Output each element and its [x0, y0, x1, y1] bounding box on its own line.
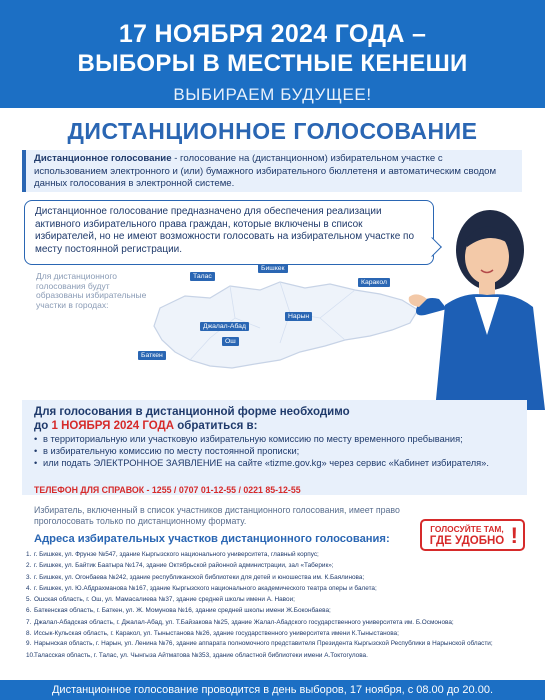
address-item — [26, 594, 531, 605]
city-label-karakol: Каракол — [358, 278, 390, 287]
header-banner — [0, 0, 545, 108]
address-number: 8. — [26, 630, 32, 638]
header-election-title: ВЫБОРЫ В МЕСТНЫЕ КЕНЕШИ — [77, 50, 468, 77]
woman-illustration-icon — [405, 195, 545, 410]
address-number: 10. — [26, 651, 35, 659]
address-number: 5. — [26, 596, 32, 604]
exclamation-icon: ! — [510, 523, 518, 548]
hotline-phone: ТЕЛЕФОН ДЛЯ СПРАВОК - 1255 / 0707 01-12-55 / 0221 85-12-55 — [34, 485, 301, 495]
address-number: 9. — [26, 640, 32, 648]
address-number: 4. — [26, 584, 32, 592]
address-text: Нарынская область, г. Нарын, ул. Ленина №76, здание аппарата полномочного представителя Президента Кыргызской Республики в Нарынской области; — [34, 640, 493, 648]
address-number: 6. — [26, 607, 32, 615]
info-title-part1: Для голосования в дистанционной форме необходимо — [34, 406, 350, 418]
definition-text: - голосование на (дистанционном) избирательном участке с использованием электронного и (или) бумажного избирательного бюллетеня и автоматическим сводом данных голосования в электронной системе. — [34, 153, 497, 189]
vote-stamp — [420, 519, 525, 551]
info-list-item: • в избирательную комиссию по месту постоянной прописки; — [34, 445, 524, 457]
speech-bubble-text: Дистанционное голосование предназначено для обеспечения реализации активного избирательного права граждан, которые включены в список избирателей, но не имеют возможности голосовать на избирательном участке по месту постоянной регистрации. — [35, 206, 415, 255]
footer-text: Дистанционное голосование проводится в день выборов, 17 ноября, с 08.00 до 20.00. — [51, 684, 494, 696]
city-label-talas: Талас — [190, 272, 215, 281]
address-text: г. Бишкек, ул. Фрунзе №547, здание Кыргызского национального университета, главный корпус; — [34, 551, 319, 558]
page-title: ДИСТАНЦИОННОЕ ГОЛОСОВАНИЕ — [67, 118, 478, 144]
addresses-list — [26, 549, 531, 661]
city-label-naryn: Нарын — [285, 312, 312, 321]
address-item — [26, 639, 531, 650]
info-list — [34, 433, 524, 469]
info-list-item: • или подать ЭЛЕКТРОННОЕ ЗАЯВЛЕНИЕ на сайте «tizme.gov.kg» через сервис «Кабинет избирателя». — [34, 457, 524, 469]
info-title-part2: до — [34, 420, 52, 432]
address-item — [26, 650, 531, 661]
address-number: 3. — [26, 573, 32, 581]
address-text: Ошская область, г. Ош, ул. Мамасалиева №37, здание средней школы имени А. Навои; — [34, 596, 295, 604]
definition-box — [22, 150, 522, 192]
address-number: 1. — [26, 551, 32, 558]
info-title-part3: обратиться в: — [174, 420, 258, 432]
address-text: Иссык-Кульская область, г. Каракол, ул. Тыныстанова №26, здание государственного университета имени К.Тыныстанова; — [34, 630, 399, 638]
address-number: 7. — [26, 618, 32, 626]
address-item — [26, 583, 531, 594]
address-text: г. Бишкек, ул. Ю.Абдрахманова №167, здание Кыргызского национального академического театра оперы и балета; — [34, 584, 377, 592]
kyrgyzstan-map — [140, 265, 430, 378]
address-text: Баткенская область, г. Баткен, ул. Ж. Момунова №16, здание средней школы имени Ж.Боконбаева; — [34, 607, 331, 615]
address-item — [26, 572, 531, 583]
address-item — [26, 560, 531, 571]
header-date-title: 17 НОЯБРЯ 2024 ГОДА – — [118, 20, 427, 48]
speech-bubble — [24, 200, 434, 265]
city-label-jalalabad: Джалал-Абад — [200, 322, 249, 331]
addresses-title: Адреса избирательных участков дистанционного голосования: — [34, 533, 390, 545]
info-title — [34, 405, 504, 433]
voter-note: Избиратель, включенный в список участников дистанционного голосования, имеет право проголосовать только по дистанционному формату. — [34, 505, 400, 526]
address-item — [26, 628, 531, 639]
city-label-batken: Баткен — [138, 351, 166, 360]
address-text: Таласская область, г. Талас, ул. Чынгыза Айтматова №353, здание областной библиотеки имени А.Токтогулова. — [34, 651, 368, 659]
header-tagline: ВЫБИРАЕМ БУДУЩЕЕ! — [173, 85, 372, 104]
address-number: 2. — [26, 562, 32, 570]
footer-banner — [0, 680, 545, 700]
city-label-osh: Ош — [222, 337, 239, 346]
address-item — [26, 617, 531, 628]
address-text: г. Бишкек, ул. Байтик Баатыра №174, здание Октябрьской районной администрации, зал «Таберик»; — [34, 562, 334, 570]
map-caption: Для дистанционного голосования будут образованы избирательные участки в городах: — [36, 271, 147, 310]
city-label-bishkek: Бишкек — [258, 264, 288, 273]
address-item — [26, 605, 531, 616]
stamp-line1: ГОЛОСУЙТЕ ТАМ, — [430, 524, 504, 534]
address-item — [26, 549, 531, 560]
info-deadline: 1 НОЯБРЯ 2024 ГОДА — [51, 420, 175, 432]
info-list-item: • в территориальную или участковую избирательную комиссию по месту временного пребывания; — [34, 433, 524, 445]
address-text: г. Бишкек, ул. Огонбаева №242, здание республиканской библиотеки для детей и юношества им. К.Баялинова; — [34, 573, 365, 581]
stamp-line2: ГДЕ УДОБНО — [429, 535, 505, 547]
address-text: Джалал-Абадская область, г. Джалал-Абад, ул. Т.Байзакова №25, здание Жалал-Абадского государственного университета им. Б.Осмонова; — [34, 618, 454, 626]
definition-term: Дистанционное голосование — [34, 153, 172, 164]
